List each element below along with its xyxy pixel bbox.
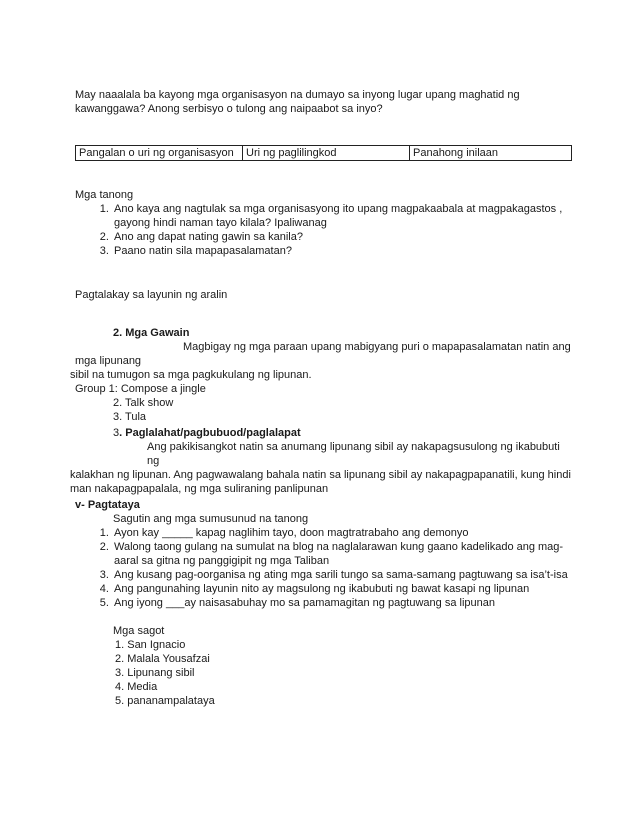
intro-paragraph: May naaalala ba kayong mga organisasyon na dumayo sa inyong lugar upang maghatid ng kawanggawa? Anong serbisyo o tulong ang naipaabot sa inyo? (75, 89, 520, 115)
answers-list (113, 638, 565, 708)
organization-table (75, 145, 572, 161)
activities-section (70, 326, 575, 424)
answers-heading: Mga sagot (113, 625, 165, 637)
questions-heading: Mga tanong (75, 189, 134, 201)
generalization-text-b: kalakhan ng lipunan. Ang pagwawalang bahala natin sa lipunang sibil ay nakapagpapanatili, kung hindi (70, 469, 571, 481)
table-header-row (76, 146, 572, 161)
generalization-section (70, 426, 575, 496)
answers-section (75, 624, 565, 708)
generalization-heading (75, 426, 575, 440)
list-item: 3. Lipunang sibil (115, 667, 195, 679)
list-item: 4. Media (115, 681, 158, 693)
table-header-service: Uri ng paglilingkod (243, 146, 410, 161)
list-item: 2. Malala Yousafzai (115, 653, 210, 665)
list-item: 3. Ang kusang pag-oorganisa ng ating mga sarili tungo sa sama-samang pagtuwang sa isa’t-isa (112, 568, 575, 582)
list-item: 2. Ano ang dapat nating gawin sa kanila? (112, 230, 565, 244)
list-item: 5. Ang iyong ___ay naisasabuhay mo sa pamamagitan ng pagtuwang sa lipunan (112, 596, 575, 610)
evaluation-heading: v- Pagtataya (75, 499, 140, 511)
list-item: 2. Walong taong gulang na sumulat na blog na naglalarawan kung gaano kadelikado ang mag-aaral sa gitna ng panggigipit ng mga Taliban (112, 540, 575, 568)
activities-item-3: 3. Tula (113, 411, 147, 423)
list-item: 5. pananampalataya (115, 695, 215, 707)
list-item: 1. Ayon kay _____ kapag naglihim tayo, doon magtratrabaho ang demonyo (112, 526, 575, 540)
table-header-name: Pangalan o uri ng organisasyon (76, 146, 243, 161)
evaluation-section (75, 498, 575, 610)
list-item: 1. San Ignacio (115, 639, 186, 651)
list-item: 4. Ang pangunahing layunin nito ay magsulong ng ikabubuti ng bawat kasapi ng lipunan (112, 582, 575, 596)
activities-heading: 2. Mga Gawain (113, 327, 190, 339)
list-item: 3. Paano natin sila mapapasalamatan? (112, 244, 565, 258)
generalization-text-c: man nakapagpapalala, ng mga suliraning panlipunan (70, 483, 329, 495)
generalization-heading-text: . Paglalahat/pagbubuod/paglalapat (119, 427, 301, 439)
generalization-text-a: Ang pakikisangkot natin sa anumang lipunang sibil ay nakapagsusulong ng ikabubuti ng (147, 441, 560, 467)
objective-line: Pagtalakay sa layunin ng aralin (75, 289, 228, 301)
table-header-period: Panahong inilaan (410, 146, 572, 161)
questions-list (75, 202, 565, 258)
activities-description-b: sibil na tumugon sa mga pagkukulang ng lipunan. (70, 369, 312, 381)
evaluation-instruction: Sagutin ang mga sumusunud na tanong (113, 513, 309, 525)
activities-description-a: Magbigay ng mga paraan upang mabigyang puri o mapapasalamatan natin ang mga lipunang (75, 341, 571, 367)
activities-item-2: 2. Talk show (113, 397, 174, 409)
evaluation-list (75, 526, 575, 610)
questions-section (75, 188, 565, 258)
list-item: 1. Ano kaya ang nagtulak sa mga organisasyong ito upang magpakaabala at magpakagastos , gayong hindi naman tayo kilala? Ipaliwanag (112, 202, 565, 230)
activities-group1: Group 1: Compose a jingle (75, 383, 206, 395)
generalization-heading-num: 3 (113, 427, 120, 439)
